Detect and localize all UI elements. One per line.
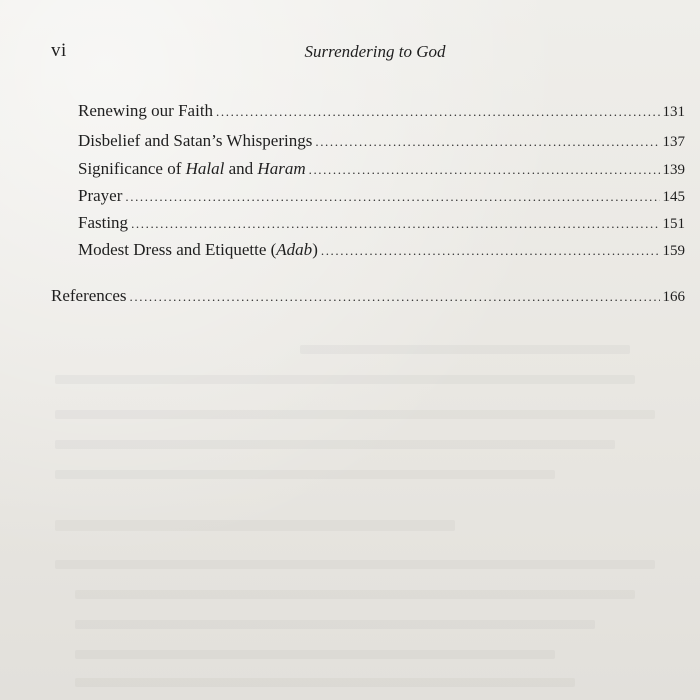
leader-dots [125,187,659,207]
toc-entry [78,186,685,207]
toc-entry-title: Renewing our Faith [78,101,214,120]
toc-entry-page: 159 [662,243,685,259]
toc-entry-title: Disbelief and Satan’s Whisperings [78,131,313,150]
toc-entry-page: 137 [662,134,685,150]
toc-entry-title: References [51,286,127,305]
page-number-roman: vi [51,40,67,61]
toc-entry-title: Prayer [78,186,123,205]
toc-entry-title: Significance of Halal and Haram [78,159,306,178]
toc-entry-page: 131 [662,104,685,120]
leader-dots [309,160,660,180]
toc-entry [78,101,685,122]
toc-entry [78,131,685,152]
toc-entry-title: Modest Dress and Etiquette (Adab) [78,240,318,259]
toc-entry [78,213,685,234]
toc-entry-references [51,286,685,307]
leader-dots [130,287,660,307]
leader-dots [216,102,659,122]
toc-entry-page: 145 [662,189,685,205]
toc-entry-page: 166 [662,289,685,305]
toc-entry [78,240,685,261]
toc-entry-page: 139 [662,162,685,178]
toc-entry-page: 151 [662,216,685,232]
leader-dots [315,132,659,152]
leader-dots [131,214,659,234]
toc-entry-title: Fasting [78,213,129,232]
toc-entry [78,159,685,180]
leader-dots [321,241,660,261]
running-title: Surrendering to God [304,42,446,61]
